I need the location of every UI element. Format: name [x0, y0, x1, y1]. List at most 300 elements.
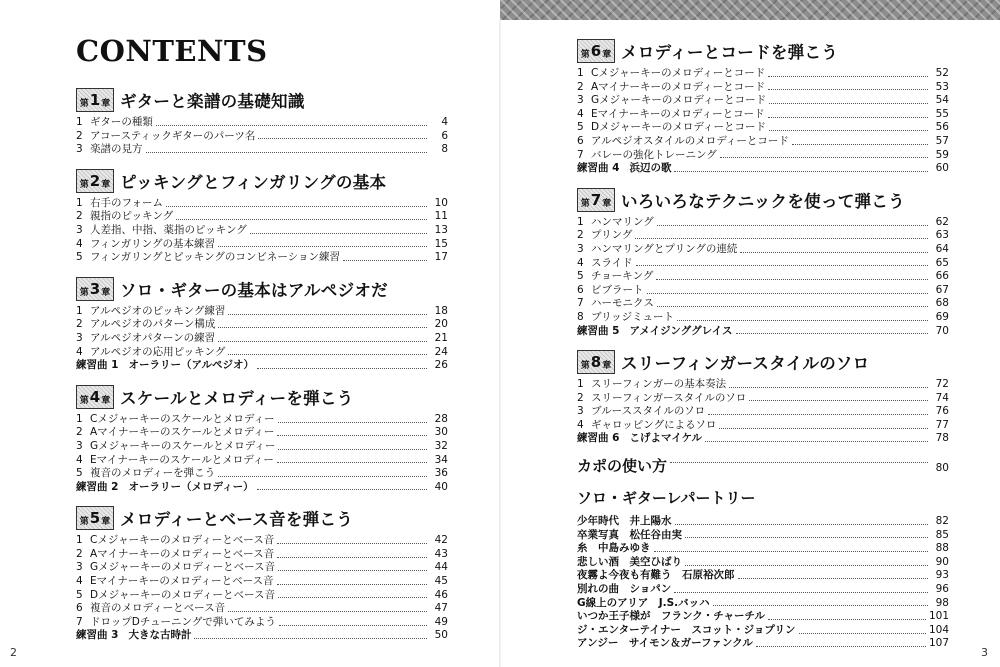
toc-entry[interactable] [76, 426, 448, 440]
entry-number: 6 [577, 134, 584, 147]
entry-title: Dメジャーキーのメロディーとベース音 [90, 588, 276, 601]
leader-dots [257, 488, 427, 490]
entry-number: 8 [577, 310, 584, 323]
chapter-heading[interactable] [577, 38, 949, 64]
entry-title: Cメジャーキーのメロディーとベース音 [90, 534, 275, 547]
toc-entry[interactable] [76, 440, 448, 454]
entry-title: フィンガリングとピッキングのコンビネーション練習 [90, 251, 341, 264]
entry-page: 11 [434, 210, 448, 223]
entry-title: Eマイナーキーのメロディーとベース音 [90, 575, 274, 588]
etude-label: 練習曲 2 [76, 480, 119, 493]
toc-entry[interactable] [76, 116, 448, 130]
entry-number: 7 [76, 615, 83, 628]
entry-number: 3 [76, 331, 83, 344]
etude-entry[interactable] [577, 325, 949, 339]
entry-title: アルペジオの応用ピッキング [90, 345, 226, 358]
leader-dots [250, 232, 427, 234]
entry-number: 5 [577, 270, 584, 283]
entry-number: 4 [577, 418, 584, 431]
entry-title: プリング [591, 229, 633, 242]
leader-dots [720, 156, 928, 158]
chapter-number: 7 [590, 190, 602, 209]
entry-number: 1 [76, 116, 83, 128]
chapter-8 [577, 349, 949, 446]
chapter-heading[interactable] [577, 349, 949, 375]
repertoire-entry[interactable] [577, 515, 949, 529]
etude-entry[interactable] [76, 359, 448, 373]
etude-page: 26 [434, 359, 448, 372]
entry-page: 67 [935, 283, 949, 296]
toc-entry[interactable] [577, 108, 949, 122]
capo-section[interactable] [577, 455, 949, 477]
leader-dots [218, 475, 427, 477]
entry-page: 21 [434, 331, 448, 344]
chapter-title: いろいろなテクニックを使って弾こう [621, 191, 905, 211]
leader-dots [657, 305, 928, 307]
entry-page: 18 [434, 304, 448, 317]
entry-title: Dメジャーキーのメロディーとコード [591, 121, 767, 134]
badge-dai-label: 第 [79, 395, 89, 406]
etude-page: 60 [935, 162, 949, 175]
chapter-heading[interactable] [76, 276, 448, 302]
entry-page: 24 [434, 345, 448, 358]
entry-number: 2 [577, 80, 584, 93]
chapter-title: ソロ・ギターの基本はアルペジオだ [120, 280, 388, 300]
etude-label: 練習曲 5 [577, 324, 620, 337]
entry-page: 64 [935, 242, 949, 255]
right-page [577, 38, 949, 651]
toc-entry[interactable] [577, 419, 949, 433]
toc-entry[interactable] [577, 392, 949, 406]
leader-dots [654, 550, 929, 552]
entry-title: スリーフィンガースタイルのソロ [591, 391, 747, 404]
entry-page: 20 [434, 318, 448, 331]
entry-number: 1 [76, 196, 83, 209]
chapter-heading[interactable] [76, 384, 448, 410]
chapter-badge [76, 88, 114, 112]
chapter-spacer [76, 157, 448, 168]
toc-entry[interactable] [76, 561, 448, 575]
repertoire-page: 107 [928, 637, 949, 650]
entry-page: 76 [935, 405, 949, 418]
repertoire-page: 101 [928, 610, 949, 623]
leader-dots [674, 170, 928, 172]
repertoire-page: 90 [935, 555, 949, 568]
leader-dots [343, 259, 427, 261]
leader-dots [756, 645, 926, 647]
leader-dots [258, 137, 427, 139]
left-toc [76, 87, 448, 643]
toc-entry[interactable] [577, 67, 949, 81]
entry-title: アルペジオスタイルのメロディーとコード [591, 134, 789, 147]
toc-entry[interactable] [577, 270, 949, 284]
entry-page: 53 [935, 80, 949, 93]
entry-page: 66 [935, 270, 949, 283]
entry-page: 77 [935, 418, 949, 431]
entry-number: 3 [76, 561, 83, 574]
right-toc [577, 38, 949, 446]
entry-page: 54 [935, 94, 949, 107]
entry-number: 1 [577, 378, 584, 391]
chapter-badge [76, 506, 114, 530]
leader-dots [277, 461, 427, 463]
entry-page: 55 [935, 107, 949, 120]
toc-entry[interactable] [76, 534, 448, 548]
repertoire-entry[interactable] [577, 583, 949, 597]
toc-entry[interactable] [577, 311, 949, 325]
leader-dots [647, 292, 929, 294]
entry-title: ブリッジミュート [591, 310, 674, 323]
entry-page: 36 [434, 467, 448, 480]
toc-entry[interactable] [76, 346, 448, 360]
toc-entry[interactable] [577, 94, 949, 108]
etude-page: 50 [434, 629, 448, 642]
repertoire-page: 104 [928, 623, 949, 636]
book-gutter [499, 20, 501, 667]
etude-entry[interactable] [577, 162, 949, 176]
leader-dots [685, 536, 928, 538]
repertoire-page: 98 [935, 596, 949, 609]
toc-entry[interactable] [577, 135, 949, 149]
leader-dots [146, 151, 428, 153]
etude-entry[interactable] [76, 481, 448, 495]
toc-entry[interactable] [577, 257, 949, 271]
leader-dots [277, 542, 427, 544]
toc-entry[interactable] [76, 589, 448, 603]
toc-entry[interactable] [577, 149, 949, 163]
badge-sho-label: 章 [602, 198, 612, 209]
entry-page: 34 [434, 453, 448, 466]
entry-page: 47 [434, 602, 448, 615]
leader-dots [636, 264, 928, 266]
entry-number: 1 [577, 215, 584, 228]
entry-page: 49 [434, 615, 448, 628]
badge-sho-label: 章 [101, 287, 111, 298]
badge-sho-label: 章 [602, 50, 612, 60]
toc-entry[interactable] [76, 238, 448, 252]
entry-title: アルペジオのピッキング練習 [90, 304, 226, 317]
entry-number: 4 [76, 345, 83, 358]
badge-sho-label: 章 [101, 517, 111, 528]
etude-entry[interactable] [76, 629, 448, 643]
toc-entry[interactable] [76, 602, 448, 616]
leader-dots [705, 440, 928, 442]
page-number-right: 3 [981, 646, 988, 659]
chapter-heading[interactable] [577, 187, 949, 213]
leader-dots [218, 340, 427, 342]
entry-page: 15 [434, 237, 448, 250]
toc-entry[interactable] [76, 130, 448, 144]
entry-number: 4 [76, 237, 83, 250]
leader-dots [677, 319, 928, 321]
entry-number: 3 [76, 143, 83, 156]
etude-entry[interactable] [577, 432, 949, 446]
toc-entry[interactable] [76, 305, 448, 319]
entry-page: 52 [935, 67, 949, 79]
leader-dots [769, 129, 928, 131]
toc-entry[interactable] [577, 216, 949, 230]
entry-page: 13 [434, 223, 448, 236]
etude-title: 浜辺の歌 [629, 162, 672, 175]
etude-title: こげよマイケル [629, 432, 703, 445]
leader-dots [156, 124, 427, 126]
etude-label: 練習曲 1 [76, 359, 119, 372]
leader-dots [685, 564, 928, 566]
repertoire-song: 別れの曲 ショパン [577, 583, 672, 596]
entry-number: 6 [76, 602, 83, 615]
badge-dai-label: 第 [580, 361, 590, 372]
leader-dots [799, 632, 926, 634]
repertoire-page: 82 [935, 515, 949, 528]
entry-number: 2 [76, 426, 83, 439]
leader-dots [635, 237, 928, 239]
entry-page: 59 [935, 148, 949, 161]
toc-entry[interactable] [577, 229, 949, 243]
entry-page: 45 [434, 575, 448, 588]
entry-page: 43 [434, 547, 448, 560]
entry-page: 68 [935, 297, 949, 310]
entry-page: 8 [441, 143, 448, 156]
repertoire-song: 糸 中島みゆき [577, 542, 651, 555]
leader-dots [736, 332, 928, 334]
repertoire-song: 卒業写真 松任谷由実 [577, 528, 682, 541]
entry-page: 42 [434, 534, 448, 547]
toc-entry[interactable] [76, 454, 448, 468]
toc-entry[interactable] [577, 405, 949, 419]
badge-dai-label: 第 [580, 50, 590, 60]
chapter-number: 6 [590, 42, 602, 60]
chapter-badge [577, 188, 615, 212]
badge-dai-label: 第 [79, 517, 89, 528]
entry-title: 楽譜の見方 [90, 143, 143, 156]
repertoire-page: 85 [935, 528, 949, 541]
chapter-5 [76, 505, 448, 643]
entry-title: フィンガリングの基本練習 [90, 237, 215, 250]
badge-dai-label: 第 [79, 99, 89, 109]
toc-entry[interactable] [76, 197, 448, 211]
entry-number: 2 [577, 229, 584, 242]
entry-page: 63 [935, 229, 949, 242]
entry-page: 44 [434, 561, 448, 574]
entry-page: 72 [935, 378, 949, 391]
chapter-title: スリーフィンガースタイルのソロ [621, 354, 870, 374]
entry-title: ドロップDチューニングで弾いてみよう [90, 615, 276, 628]
entry-page: 65 [935, 256, 949, 269]
leader-dots [257, 367, 427, 369]
entry-title: ギャロッピングによるソロ [591, 418, 717, 431]
toc-entry[interactable] [577, 378, 949, 392]
entry-title: Eマイナーキーのスケールとメロディー [90, 453, 274, 466]
entry-number: 6 [577, 283, 584, 296]
repertoire-entry[interactable] [577, 556, 949, 570]
entry-page: 4 [441, 116, 448, 128]
entry-page: 30 [434, 426, 448, 439]
leader-dots [657, 224, 928, 226]
capo-title: カポの使い方 [577, 457, 668, 476]
entry-number: 1 [76, 412, 83, 425]
etude-label: 練習曲 3 [76, 629, 119, 642]
entry-title: アルペジオパターンの練習 [90, 331, 216, 344]
entry-number: 7 [577, 297, 584, 310]
etude-title: オーラリー（メロディー） [128, 480, 254, 493]
entry-number: 2 [76, 129, 83, 142]
chapter-number: 1 [89, 91, 101, 109]
entry-page: 62 [935, 215, 949, 228]
toc-entry[interactable] [76, 318, 448, 332]
chapter-heading[interactable] [76, 505, 448, 531]
leader-dots [708, 413, 928, 415]
entry-number: 4 [76, 575, 83, 588]
toc-entry[interactable] [76, 413, 448, 427]
chapter-title: メロディーとコードを弾こう [621, 43, 839, 62]
repertoire-song: 悲しい酒 美空ひばり [577, 555, 682, 568]
entry-title: Aマイナーキーのメロディーとベース音 [90, 547, 275, 560]
toc-entry[interactable] [76, 575, 448, 589]
entry-number: 1 [577, 67, 584, 79]
chapter-number: 5 [89, 509, 101, 528]
entry-title: Cメジャーキーのメロディーとコード [591, 67, 766, 79]
leader-dots [228, 353, 427, 355]
chapter-spacer [577, 338, 949, 349]
entry-page: 32 [434, 439, 448, 452]
toc-entry[interactable] [577, 243, 949, 257]
leader-dots [277, 556, 427, 558]
toc-entry[interactable] [76, 467, 448, 481]
entry-page: 56 [935, 121, 949, 134]
chapter-title: スケールとメロディーを弾こう [120, 388, 354, 408]
leader-dots [228, 313, 427, 315]
repertoire-entry[interactable] [577, 610, 949, 624]
chapter-spacer [76, 373, 448, 384]
repertoire-page: 93 [935, 569, 949, 582]
entry-number: 1 [76, 534, 83, 547]
chapter-number: 3 [89, 279, 101, 298]
entry-title: ビブラート [591, 283, 644, 296]
repertoire-entry[interactable] [577, 637, 949, 651]
chapter-7 [577, 187, 949, 338]
entry-title: ハーモニクス [591, 297, 654, 310]
leader-dots [749, 399, 928, 401]
entry-title: ギターの種類 [90, 116, 153, 128]
leader-dots [674, 591, 928, 593]
chapter-number: 4 [89, 387, 101, 406]
leader-dots [729, 386, 928, 388]
leader-dots [279, 624, 427, 626]
chapter-heading[interactable] [76, 87, 448, 113]
toc-entry[interactable] [76, 210, 448, 224]
leader-dots [768, 75, 928, 77]
entry-number: 4 [577, 107, 584, 120]
entry-page: 10 [434, 196, 448, 209]
leader-dots [228, 610, 427, 612]
entry-number: 2 [577, 391, 584, 404]
chapter-badge [76, 169, 114, 193]
repertoire-song: 少年時代 井上陽水 [577, 515, 672, 528]
repertoire-title: ソロ・ギターレパートリー [577, 489, 756, 508]
chapter-3 [76, 276, 448, 373]
badge-dai-label: 第 [79, 287, 89, 298]
repertoire-song: ジ・エンターテイナー スコット・ジョプリン [577, 623, 796, 636]
repertoire-page: 88 [935, 542, 949, 555]
leader-dots [719, 427, 928, 429]
chapter-spacer [76, 494, 448, 505]
leader-dots [738, 577, 929, 579]
chapter-number: 2 [89, 171, 101, 190]
repertoire-song: 夜霧よ今夜も有難う 石原裕次郎 [577, 569, 735, 582]
entry-title: Gメジャーキーのメロディーとコード [591, 94, 767, 107]
repertoire-song: G線上のアリア J.S.バッハ [577, 596, 710, 609]
leader-dots [278, 596, 427, 598]
badge-dai-label: 第 [79, 179, 89, 190]
repertoire-song: いつか王子様が フランク・チャーチル [577, 610, 765, 623]
etude-page: 78 [935, 432, 949, 445]
entry-title: Aマイナーキーのメロディーとコード [591, 80, 766, 93]
entry-page: 17 [434, 251, 448, 264]
etude-title: アメイジンググレイス [629, 324, 733, 337]
chapter-badge [577, 350, 615, 374]
toc-entry[interactable] [577, 297, 949, 311]
toc-entry[interactable] [76, 548, 448, 562]
leader-dots [740, 251, 928, 253]
entry-page: 46 [434, 588, 448, 601]
toc-entry[interactable] [76, 332, 448, 346]
toc-entry[interactable] [577, 284, 949, 298]
toc-entry[interactable] [76, 616, 448, 630]
leader-dots [277, 583, 427, 585]
chapter-title: メロディーとベース音を弾こう [120, 510, 354, 530]
chapter-title: ピッキングとフィンガリングの基本 [120, 172, 387, 192]
repertoire-list [577, 515, 949, 651]
leader-dots [792, 143, 928, 145]
leader-dots [166, 205, 427, 207]
badge-dai-label: 第 [580, 198, 590, 209]
decorative-pattern-band [500, 0, 1000, 20]
entry-title: バレーの強化トレーニング [591, 148, 717, 161]
leader-dots [713, 604, 928, 606]
entry-page: 69 [935, 310, 949, 323]
page-number-left: 2 [10, 646, 17, 659]
entry-title: ハンマリングとプリングの連続 [591, 242, 738, 255]
toc-entry[interactable] [76, 224, 448, 238]
entry-number: 3 [76, 223, 83, 236]
repertoire-entry[interactable] [577, 569, 949, 583]
entry-title: 人差指、中指、薬指のピッキング [90, 223, 247, 236]
toc-entry[interactable] [76, 143, 448, 157]
repertoire-entry[interactable] [577, 624, 949, 638]
toc-entry[interactable] [577, 121, 949, 135]
chapter-1 [76, 87, 448, 157]
leader-dots [218, 326, 427, 328]
repertoire-entry[interactable] [577, 542, 949, 556]
toc-entry[interactable] [76, 251, 448, 265]
chapter-badge [76, 277, 114, 301]
contents-title: CONTENTS [76, 34, 268, 68]
leader-dots [675, 523, 929, 525]
badge-sho-label: 章 [101, 99, 111, 109]
chapter-badge [76, 385, 114, 409]
toc-entry[interactable] [577, 81, 949, 95]
repertoire-entry[interactable] [577, 597, 949, 611]
chapter-heading[interactable] [76, 168, 448, 194]
leader-dots [176, 218, 427, 220]
etude-label: 練習曲 6 [577, 432, 620, 445]
badge-sho-label: 章 [602, 361, 612, 372]
entry-title: 右手のフォーム [90, 196, 163, 209]
chapter-6 [577, 38, 949, 176]
etude-title: オーラリー（アルペジオ） [128, 359, 255, 372]
entry-title: Eマイナーキーのメロディーとコード [591, 107, 765, 120]
repertoire-entry[interactable] [577, 529, 949, 543]
